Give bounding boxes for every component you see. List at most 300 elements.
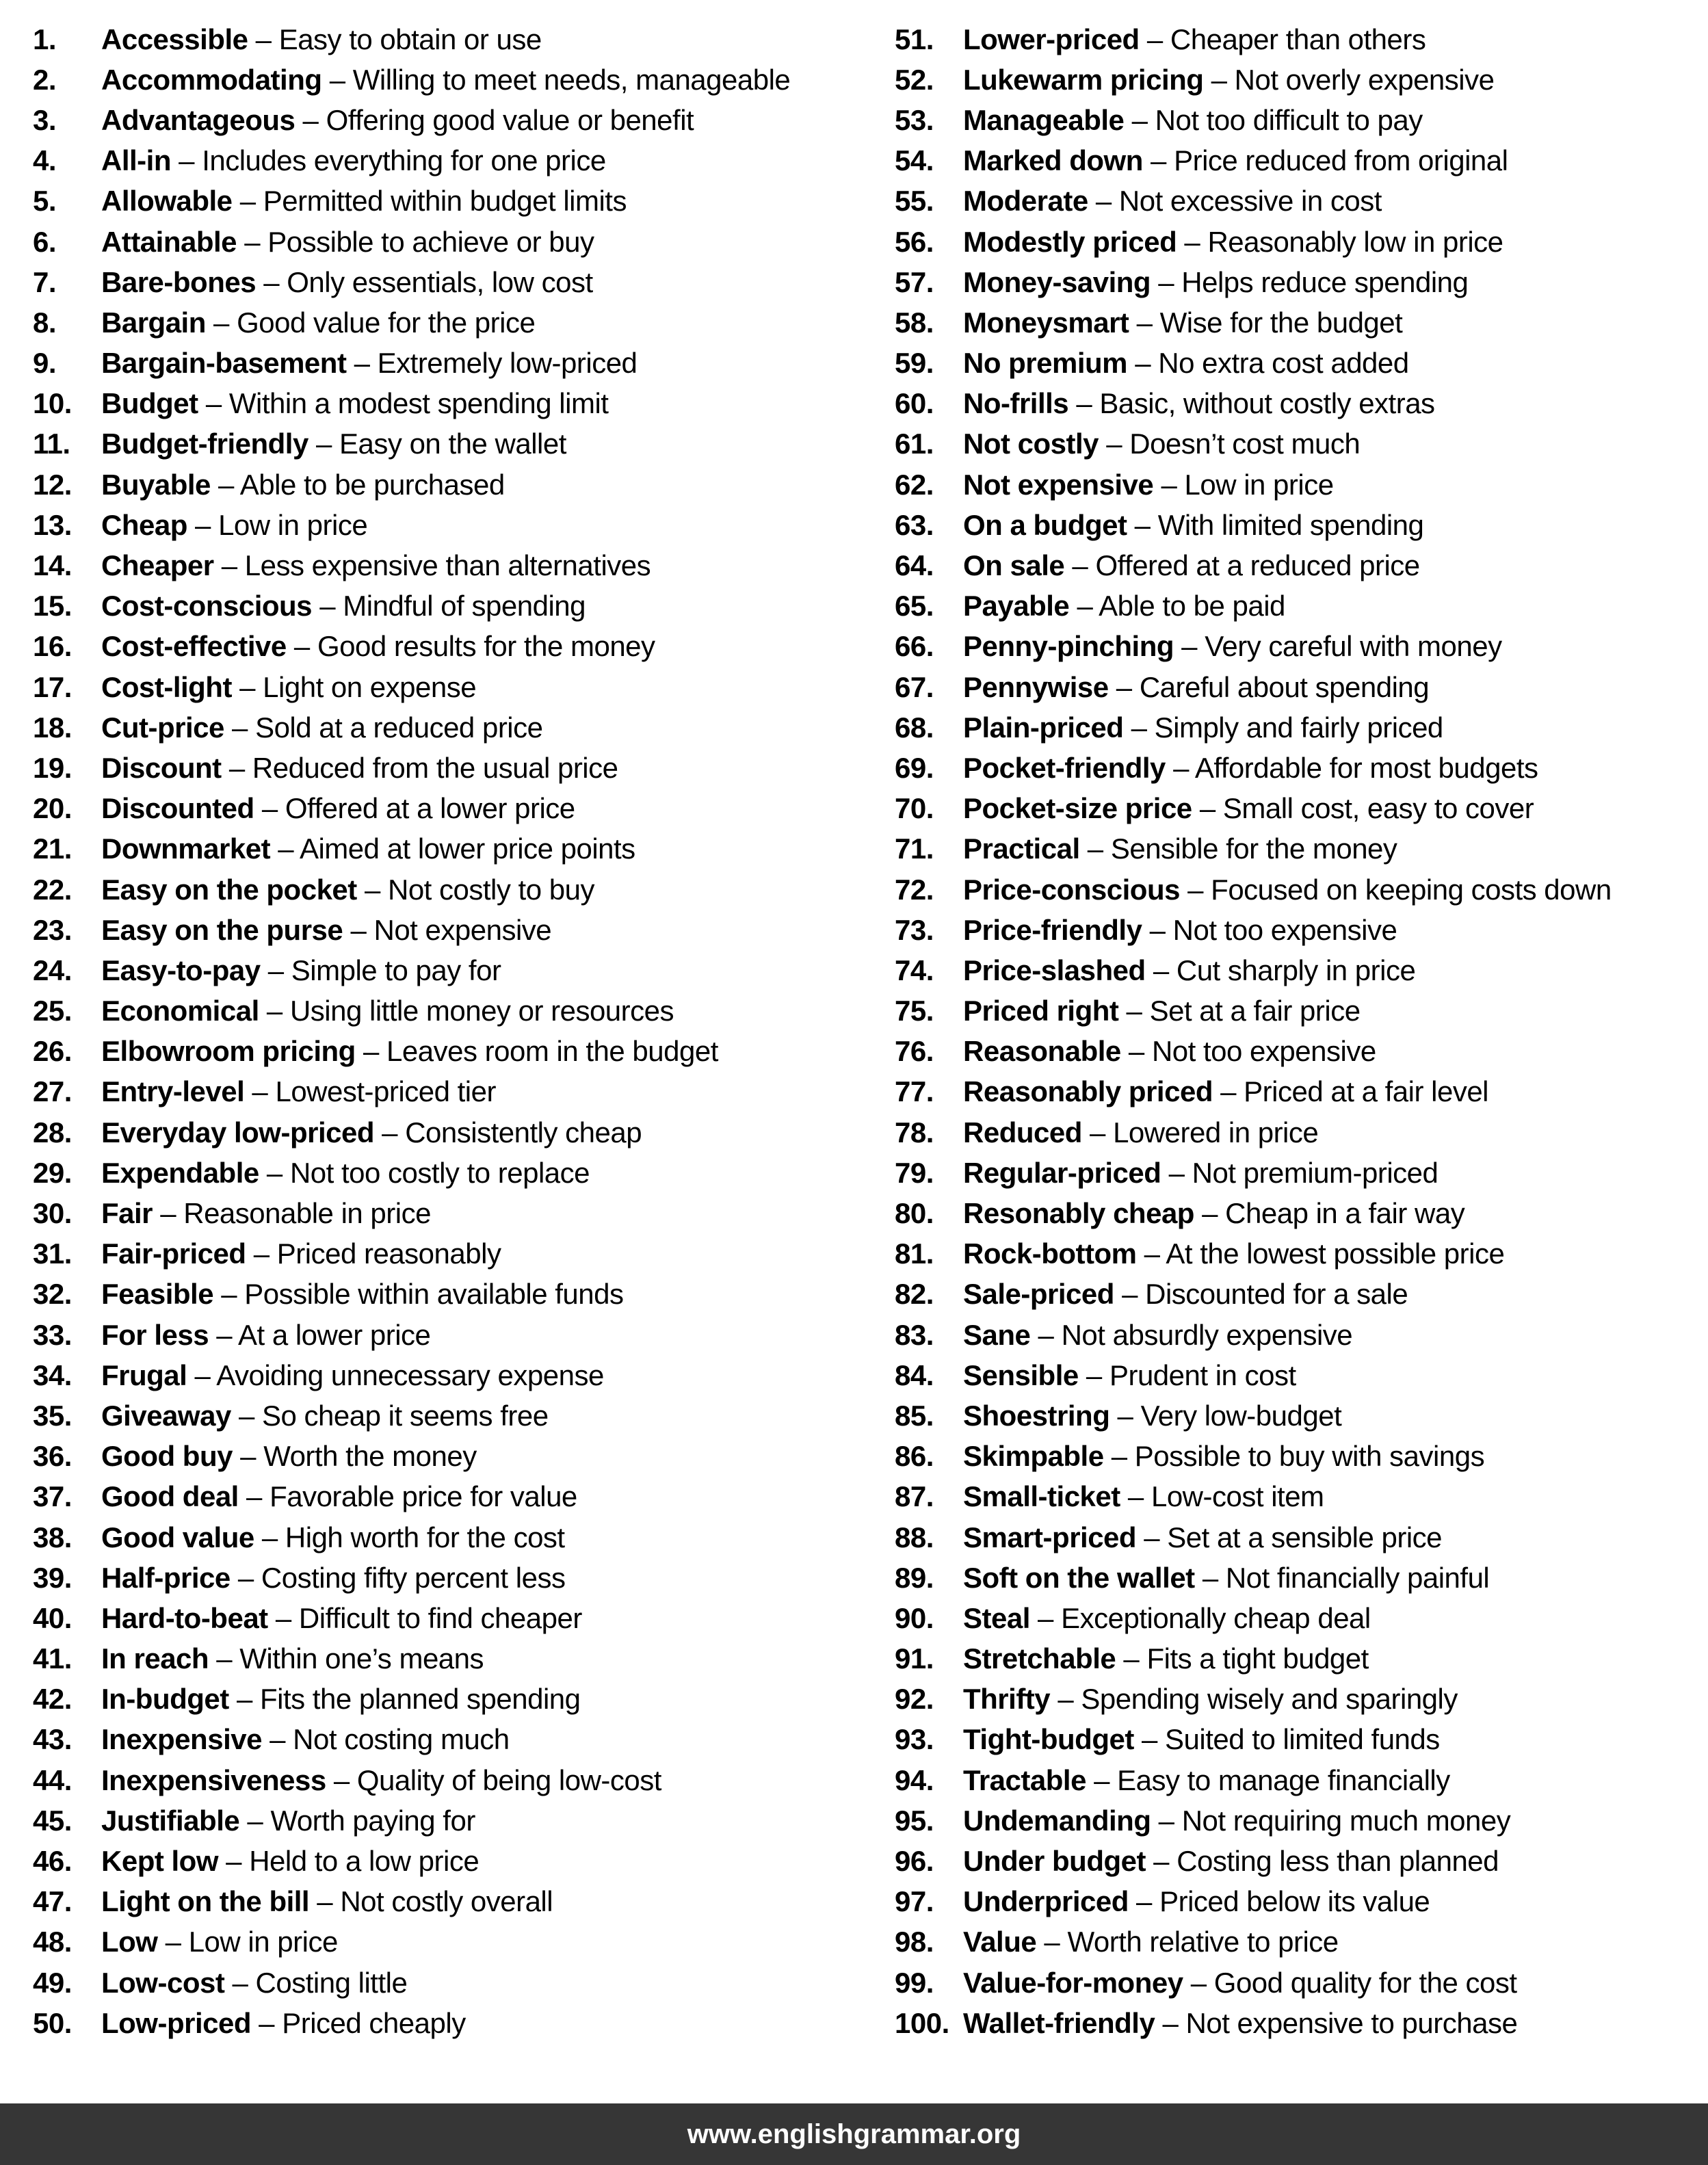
item-text xyxy=(963,389,1435,418)
item-number: 83. xyxy=(895,1318,934,1351)
item-number: 37. xyxy=(33,1480,72,1513)
item-separator: – xyxy=(1165,751,1195,784)
list-item xyxy=(33,60,854,100)
list-item xyxy=(33,505,854,545)
item-number: 82. xyxy=(895,1278,934,1311)
item-separator: – xyxy=(309,1885,341,1918)
item-term: Lukewarm pricing xyxy=(963,63,1204,96)
item-separator: – xyxy=(232,185,263,218)
item-text xyxy=(963,713,1443,742)
list-item xyxy=(895,1882,1708,1922)
item-term: Easy-to-pay xyxy=(101,954,261,986)
item-text xyxy=(101,1523,565,1552)
list-item xyxy=(33,181,854,222)
item-definition: Mindful of spending xyxy=(343,590,586,622)
item-number: 68. xyxy=(895,711,934,744)
item-separator: – xyxy=(1194,1561,1226,1594)
list-item xyxy=(895,1598,1708,1638)
item-text xyxy=(963,1644,1369,1673)
item-number: 95. xyxy=(895,1804,934,1837)
item-text xyxy=(963,25,1425,54)
item-number: 49. xyxy=(33,1966,72,1999)
item-term: Lower-priced xyxy=(963,23,1140,55)
item-number: 5. xyxy=(33,185,57,218)
item-separator: – xyxy=(231,1399,263,1432)
list-item xyxy=(895,141,1708,181)
list-item xyxy=(895,667,1708,707)
item-term: Wallet-friendly xyxy=(963,2006,1155,2039)
item-number: 30. xyxy=(33,1197,72,1230)
item-number: 75. xyxy=(895,995,934,1027)
item-term: Practical xyxy=(963,832,1080,865)
item-separator: – xyxy=(210,468,240,501)
item-term: Everyday low-priced xyxy=(101,1116,374,1149)
item-text xyxy=(101,225,594,258)
item-text xyxy=(101,2006,466,2039)
item-number: 62. xyxy=(895,468,934,501)
item-term: Fair-priced xyxy=(101,1237,246,1270)
item-term: Price-friendly xyxy=(963,913,1142,946)
item-text xyxy=(101,551,651,580)
list-item xyxy=(895,1639,1708,1679)
item-definition: Suited to limited funds xyxy=(1165,1723,1440,1756)
item-text xyxy=(963,592,1285,620)
list-item xyxy=(33,1760,854,1800)
item-text xyxy=(963,2006,1518,2039)
list-item xyxy=(895,222,1708,262)
item-number: 59. xyxy=(895,347,934,380)
item-term: Low-priced xyxy=(101,2006,252,2039)
item-definition: At a lower price xyxy=(237,1318,431,1351)
item-separator: – xyxy=(246,1237,277,1270)
item-definition: Cheaper than others xyxy=(1170,23,1426,55)
item-separator: – xyxy=(256,265,287,298)
item-text xyxy=(101,389,608,418)
item-term: Justifiable xyxy=(101,1804,240,1837)
item-definition: Small cost, easy to cover xyxy=(1222,792,1534,825)
item-text xyxy=(963,63,1495,96)
item-definition: Low in price xyxy=(218,508,368,541)
item-term: Reasonable xyxy=(963,1035,1121,1068)
item-number: 94. xyxy=(895,1763,934,1796)
item-term: Entry-level xyxy=(101,1075,245,1108)
item-definition: Basic, without costly extras xyxy=(1099,387,1435,420)
item-term: Expendable xyxy=(101,1156,259,1189)
item-definition: Reasonably low in price xyxy=(1207,225,1503,258)
item-separator: – xyxy=(1203,63,1235,96)
item-text xyxy=(963,670,1430,703)
item-text xyxy=(101,1887,553,1916)
item-definition: Worth relative to price xyxy=(1067,1926,1339,1958)
item-number: 45. xyxy=(33,1804,72,1837)
item-text xyxy=(101,956,501,985)
item-definition: Offered at a reduced price xyxy=(1095,549,1420,582)
item-separator: – xyxy=(1183,1966,1214,1999)
item-number: 78. xyxy=(895,1116,934,1149)
list-item xyxy=(895,1193,1708,1233)
item-definition: Sold at a reduced price xyxy=(255,711,543,744)
item-term: Cut-price xyxy=(101,711,224,744)
item-text xyxy=(963,1037,1376,1066)
item-term: Undemanding xyxy=(963,1804,1151,1837)
item-number: 99. xyxy=(895,1966,934,1999)
list-item xyxy=(895,1760,1708,1800)
list-item xyxy=(895,1477,1708,1517)
item-number: 87. xyxy=(895,1480,934,1513)
item-separator: – xyxy=(213,1278,245,1311)
item-separator: – xyxy=(237,225,268,258)
item-definition: Fits the planned spending xyxy=(259,1683,581,1716)
item-separator: – xyxy=(259,1156,290,1189)
item-number: 74. xyxy=(895,954,934,986)
item-number: 63. xyxy=(895,508,934,541)
item-separator: – xyxy=(1109,1399,1141,1432)
item-text xyxy=(963,1442,1484,1471)
item-number: 67. xyxy=(895,670,934,703)
item-term: Cost-conscious xyxy=(101,590,313,622)
list-item xyxy=(33,707,854,748)
item-separator: – xyxy=(198,387,229,420)
item-number: 36. xyxy=(33,1440,72,1473)
item-text xyxy=(101,1763,661,1796)
item-separator: – xyxy=(326,1763,357,1796)
item-separator: – xyxy=(1161,1156,1192,1189)
item-term: Good deal xyxy=(101,1480,239,1513)
item-text xyxy=(101,1482,577,1511)
item-definition: Able to be paid xyxy=(1099,590,1285,622)
list-item xyxy=(895,1436,1708,1477)
item-term: Reasonably priced xyxy=(963,1075,1213,1108)
list-item xyxy=(895,950,1708,990)
list-item xyxy=(895,2003,1708,2043)
item-separator: – xyxy=(1129,306,1160,339)
item-term: Rock-bottom xyxy=(963,1237,1137,1270)
item-separator: – xyxy=(1081,1116,1114,1149)
item-definition: Not overly expensive xyxy=(1234,63,1495,96)
item-term: Inexpensive xyxy=(101,1723,262,1756)
item-term: Advantageous xyxy=(101,103,295,136)
item-separator: – xyxy=(1136,1237,1166,1270)
item-text xyxy=(101,1725,510,1754)
item-term: Cost-effective xyxy=(101,630,287,663)
item-definition: Not excessive in cost xyxy=(1118,185,1382,218)
list-item xyxy=(33,1274,854,1315)
item-definition: Extremely low-priced xyxy=(377,347,638,380)
list-item xyxy=(895,586,1708,627)
item-number: 55. xyxy=(895,185,934,218)
item-separator: – xyxy=(1192,792,1223,825)
item-term: Moderate xyxy=(963,185,1088,218)
item-text xyxy=(963,146,1508,175)
item-text xyxy=(963,225,1503,258)
list-item xyxy=(33,1720,854,1760)
item-term: Hard-to-beat xyxy=(101,1601,268,1634)
item-separator: – xyxy=(1142,144,1174,177)
item-number: 91. xyxy=(895,1642,934,1675)
item-number: 32. xyxy=(33,1278,72,1311)
item-separator: – xyxy=(1079,832,1111,865)
item-text xyxy=(963,751,1538,784)
item-separator: – xyxy=(343,913,374,946)
item-text xyxy=(101,997,674,1025)
item-definition: Good quality for the cost xyxy=(1213,1966,1517,1999)
item-separator: – xyxy=(267,1601,299,1634)
item-definition: Not costly to buy xyxy=(387,873,594,906)
item-number: 81. xyxy=(895,1237,934,1270)
item-term: Accessible xyxy=(101,23,248,55)
item-number: 44. xyxy=(33,1763,72,1796)
list-item xyxy=(33,1153,854,1193)
item-text xyxy=(101,63,791,96)
item-separator: – xyxy=(1030,1318,1062,1351)
item-text xyxy=(963,1199,1464,1228)
item-definition: Possible to achieve or buy xyxy=(267,225,594,258)
item-definition: Set at a sensible price xyxy=(1167,1521,1443,1553)
item-term: Budget-friendly xyxy=(101,428,308,460)
item-term: Elbowroom pricing xyxy=(101,1035,356,1068)
item-text xyxy=(101,103,694,136)
item-separator: – xyxy=(1177,225,1208,258)
item-definition: Within one’s means xyxy=(239,1642,484,1675)
item-term: No premium xyxy=(963,347,1128,380)
item-term: Value xyxy=(963,1926,1037,1958)
item-definition: Not expensive to purchase xyxy=(1185,2006,1518,2039)
item-separator: – xyxy=(1127,347,1159,380)
list-item xyxy=(895,1679,1708,1720)
item-definition: Not too expensive xyxy=(1151,1035,1376,1068)
list-item xyxy=(895,384,1708,424)
item-definition: Costing little xyxy=(255,1966,408,1999)
item-definition: Low-cost item xyxy=(1151,1480,1324,1513)
list-item xyxy=(33,1234,854,1274)
item-text xyxy=(101,913,552,946)
item-definition: High worth for the cost xyxy=(285,1521,565,1553)
item-number: 20. xyxy=(33,792,72,825)
item-number: 14. xyxy=(33,549,72,582)
item-definition: Cheap in a fair way xyxy=(1225,1197,1465,1230)
item-text xyxy=(963,1887,1430,1916)
item-term: Cheap xyxy=(101,508,187,541)
item-separator: – xyxy=(1212,1075,1244,1108)
item-text xyxy=(101,146,606,175)
list-item xyxy=(33,991,854,1032)
item-text xyxy=(101,265,593,298)
item-definition: Consistently cheap xyxy=(405,1116,642,1149)
item-definition: At the lowest possible price xyxy=(1166,1237,1505,1270)
item-text xyxy=(101,468,505,501)
item-separator: – xyxy=(1064,549,1096,582)
item-term: Buyable xyxy=(101,468,211,501)
item-term: Good value xyxy=(101,1521,254,1553)
list-item xyxy=(33,1841,854,1881)
item-text xyxy=(963,1763,1450,1796)
item-number: 48. xyxy=(33,1926,72,1958)
item-separator: – xyxy=(1086,1763,1118,1796)
item-separator: – xyxy=(251,2006,283,2039)
item-separator: – xyxy=(1069,590,1099,622)
item-number: 58. xyxy=(895,306,934,339)
list-item xyxy=(33,829,854,869)
item-definition: Permitted within budget limits xyxy=(263,185,627,218)
list-item xyxy=(33,1639,854,1679)
item-number: 25. xyxy=(33,995,72,1027)
item-term: Moneysmart xyxy=(963,306,1129,339)
item-text xyxy=(101,873,594,906)
item-term: Shoestring xyxy=(963,1399,1110,1432)
item-separator: – xyxy=(230,1561,261,1594)
item-separator: – xyxy=(1029,1601,1062,1634)
item-text xyxy=(963,956,1415,985)
item-term: Soft on the wallet xyxy=(963,1561,1195,1594)
item-separator: – xyxy=(355,1035,387,1068)
list-item xyxy=(33,1517,854,1558)
item-definition: Wise for the budget xyxy=(1159,306,1403,339)
item-text xyxy=(963,265,1469,298)
item-text xyxy=(963,1482,1324,1511)
item-definition: Light on expense xyxy=(263,670,477,703)
item-definition: Not financially painful xyxy=(1225,1561,1490,1594)
item-definition: Focused on keeping costs down xyxy=(1211,873,1612,906)
item-text xyxy=(963,103,1423,136)
item-separator: – xyxy=(270,832,300,865)
item-term: Easy on the purse xyxy=(101,913,343,946)
item-definition: Worth the money xyxy=(263,1440,477,1473)
item-term: Regular-priced xyxy=(963,1156,1161,1189)
item-number: 42. xyxy=(33,1683,72,1716)
item-term: Cheaper xyxy=(101,549,214,582)
item-text xyxy=(101,1601,582,1634)
list-item xyxy=(895,302,1708,343)
item-text xyxy=(101,1318,431,1351)
item-number: 10. xyxy=(33,387,72,420)
item-definition: Offering good value or benefit xyxy=(326,103,694,136)
list-column-right xyxy=(895,19,1708,2043)
list-item xyxy=(33,2003,854,2043)
item-definition: Worth paying for xyxy=(270,1804,475,1837)
item-text xyxy=(963,1601,1371,1634)
item-text xyxy=(101,1077,496,1106)
list-item xyxy=(33,302,854,343)
item-text xyxy=(963,794,1534,823)
item-definition: Careful about spending xyxy=(1139,670,1430,703)
list-item xyxy=(895,1517,1708,1558)
item-number: 89. xyxy=(895,1561,934,1594)
footer-url: www.englishgrammar.org xyxy=(687,2118,1021,2149)
item-text xyxy=(101,794,575,823)
item-separator: – xyxy=(321,63,353,96)
list-item xyxy=(33,627,854,667)
list-item xyxy=(33,141,854,181)
item-term: Light on the bill xyxy=(101,1885,310,1918)
item-number: 17. xyxy=(33,670,72,703)
item-number: 29. xyxy=(33,1156,72,1189)
item-definition: Discounted for a sale xyxy=(1145,1278,1408,1311)
item-number: 53. xyxy=(895,103,934,136)
item-separator: – xyxy=(259,995,290,1027)
item-definition: Low in price xyxy=(188,1926,338,1958)
item-definition: Priced reasonably xyxy=(276,1237,501,1270)
item-term: Tight-budget xyxy=(963,1723,1134,1756)
list-item xyxy=(33,1355,854,1395)
list-item xyxy=(895,464,1708,505)
item-term: Under budget xyxy=(963,1845,1146,1878)
item-definition: Priced cheaply xyxy=(282,2006,466,2039)
item-separator: – xyxy=(1124,103,1155,136)
item-number: 69. xyxy=(895,751,934,784)
item-term: In reach xyxy=(101,1642,209,1675)
item-term: Tractable xyxy=(963,1763,1086,1796)
item-term: Priced right xyxy=(963,995,1119,1027)
item-number: 7. xyxy=(33,265,57,298)
list-item xyxy=(895,627,1708,667)
item-definition: With limited spending xyxy=(1157,508,1424,541)
item-number: 77. xyxy=(895,1075,934,1108)
item-definition: Less expensive than alternatives xyxy=(244,549,651,582)
item-number: 79. xyxy=(895,1156,934,1189)
item-separator: – xyxy=(170,144,202,177)
list-item xyxy=(895,262,1708,302)
item-number: 9. xyxy=(33,347,57,380)
item-number: 13. xyxy=(33,508,72,541)
item-separator: – xyxy=(1145,954,1177,986)
list-item xyxy=(33,1193,854,1233)
item-separator: – xyxy=(209,1642,240,1675)
item-number: 86. xyxy=(895,1440,934,1473)
list-item xyxy=(33,1477,854,1517)
item-number: 61. xyxy=(895,428,934,460)
list-item xyxy=(895,60,1708,100)
list-item xyxy=(895,829,1708,869)
item-separator: – xyxy=(213,549,245,582)
item-term: Steal xyxy=(963,1601,1030,1634)
item-separator: – xyxy=(238,1480,270,1513)
list-item xyxy=(895,343,1708,384)
item-text xyxy=(101,430,566,458)
item-term: On a budget xyxy=(963,508,1127,541)
item-definition: Helps reduce spending xyxy=(1181,265,1469,298)
item-definition: Priced below its value xyxy=(1159,1885,1430,1918)
item-separator: – xyxy=(1179,873,1211,906)
item-definition: Not costing much xyxy=(293,1723,510,1756)
item-term: Penny-pinching xyxy=(963,630,1174,663)
item-definition: Favorable price for value xyxy=(270,1480,577,1513)
item-text xyxy=(963,306,1403,339)
item-term: Good buy xyxy=(101,1440,233,1473)
item-text xyxy=(101,1644,484,1673)
item-text xyxy=(101,1280,623,1309)
list-item xyxy=(33,1315,854,1355)
list-item xyxy=(895,1922,1708,1963)
item-text xyxy=(963,1725,1440,1754)
item-definition: Difficult to find cheaper xyxy=(298,1601,582,1634)
item-number: 18. xyxy=(33,711,72,744)
list-item xyxy=(33,1598,854,1638)
item-term: Budget xyxy=(101,387,198,420)
item-text xyxy=(963,832,1397,865)
list-item xyxy=(33,1963,854,2003)
list-item xyxy=(895,1112,1708,1153)
item-definition: Easy on the wallet xyxy=(339,428,566,460)
item-term: Pennywise xyxy=(963,670,1109,703)
item-separator: – xyxy=(221,751,252,784)
item-definition: Possible within available funds xyxy=(244,1278,624,1311)
item-term: No-frills xyxy=(963,387,1069,420)
item-number: 90. xyxy=(895,1601,934,1634)
item-separator: – xyxy=(231,670,263,703)
item-definition: Costing less than planned xyxy=(1177,1845,1499,1878)
item-separator: – xyxy=(187,508,219,541)
item-separator: – xyxy=(356,873,388,906)
